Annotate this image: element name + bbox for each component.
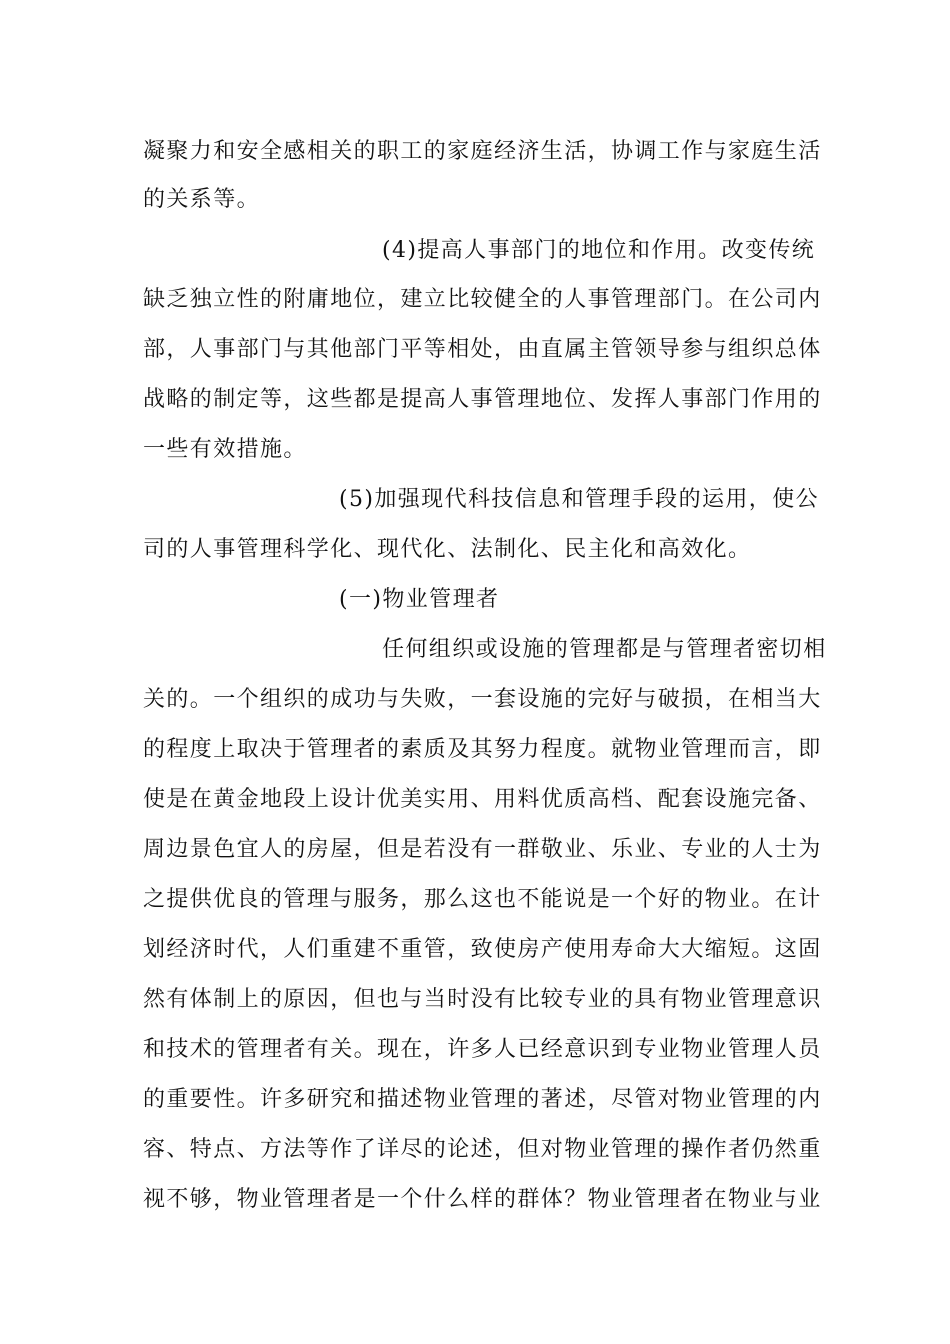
text-line: 划经济时代，人们重建不重管，致使房产使用寿命大大缩短。这固 xyxy=(143,937,822,962)
text-line: 的关系等。 xyxy=(143,187,261,212)
text-line: 一些有效措施。 xyxy=(143,437,307,462)
paragraph-4-heading-line: (4)提高人事部门的地位和作用。改变传统 xyxy=(382,238,816,263)
text-line: 的程度上取决于管理者的素质及其努力程度。就物业管理而言，即 xyxy=(143,737,822,762)
text-line: 缺乏独立性的附庸地位，建立比较健全的人事管理部门。在公司内 xyxy=(143,287,822,312)
text-line: 部，人事部门与其他部门平等相处，由直属主管领导参与组织总体 xyxy=(143,337,822,362)
text-line: 之提供优良的管理与服务，那么这也不能说是一个好的物业。在计 xyxy=(143,887,822,912)
text-line: 关的。一个组织的成功与失败，一套设施的完好与破损，在相当大 xyxy=(143,687,822,712)
text-line: 使是在黄金地段上设计优美实用、用料优质高档、配套设施完备、 xyxy=(143,787,822,812)
paragraph-5-heading-line: (5)加强现代科技信息和管理手段的运用，使公 xyxy=(339,487,819,512)
text-line: 战略的制定等，这些都是提高人事管理地位、发挥人事部门作用的 xyxy=(143,387,822,412)
paragraph-first-line: 任何组织或设施的管理都是与管理者密切相 xyxy=(382,637,827,662)
text-line: 和技术的管理者有关。现在，许多人已经意识到专业物业管理人员 xyxy=(143,1037,822,1062)
text-line: 的重要性。许多研究和描述物业管理的著述，尽管对物业管理的内 xyxy=(143,1087,822,1112)
text-line: 容、特点、方法等作了详尽的论述，但对物业管理的操作者仍然重 xyxy=(143,1137,822,1162)
text-line: 然有体制上的原因，但也与当时没有比较专业的具有物业管理意识 xyxy=(143,987,822,1012)
text-line: 视不够，物业管理者是一个什么样的群体？物业管理者在物业与业 xyxy=(143,1187,822,1212)
section-heading: (一)物业管理者 xyxy=(339,587,500,612)
text-line: 凝聚力和安全感相关的职工的家庭经济生活，协调工作与家庭生活 xyxy=(143,139,822,164)
text-line: 司的人事管理科学化、现代化、法制化、民主化和高效化。 xyxy=(143,537,752,562)
text-line: 周边景色宜人的房屋，但是若没有一群敬业、乐业、专业的人士为 xyxy=(143,837,822,862)
